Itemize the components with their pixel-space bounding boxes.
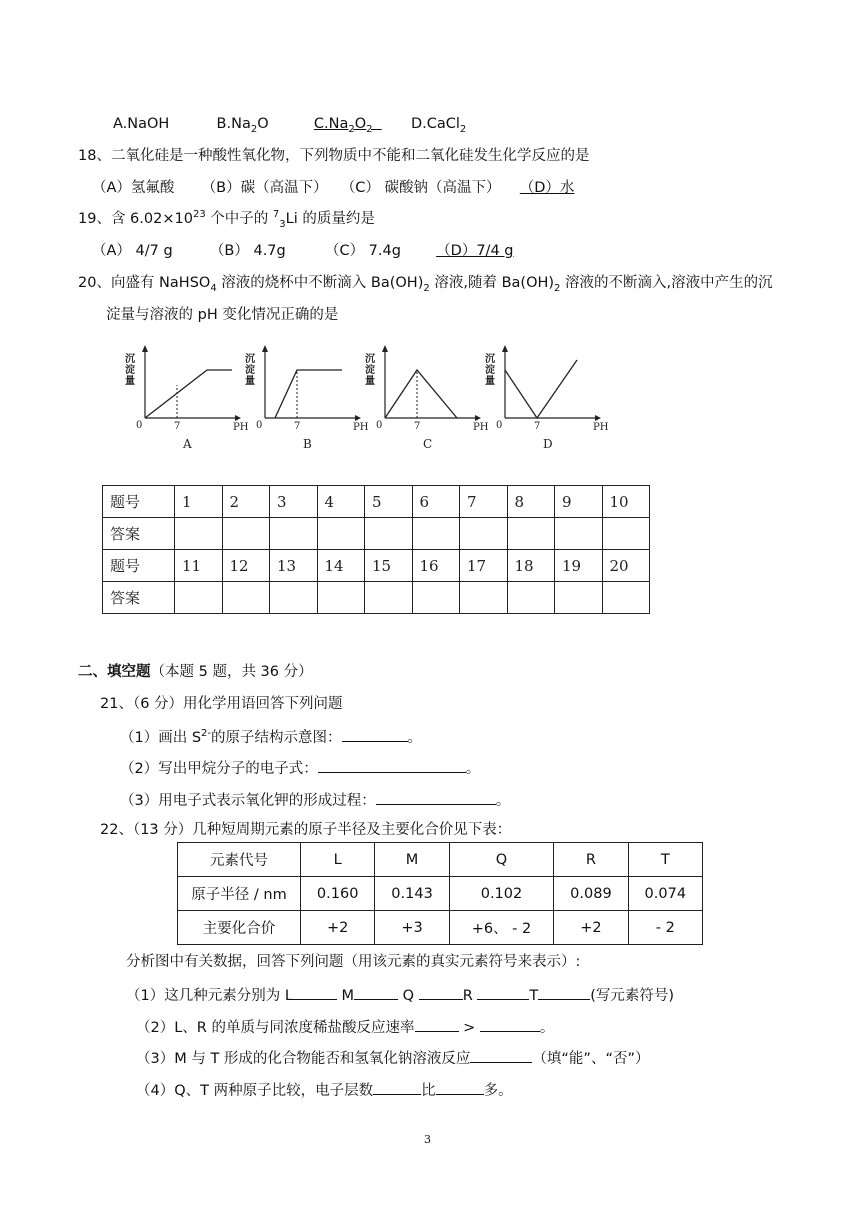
q18-option-d: （D）水 bbox=[519, 180, 575, 196]
answer-blank[interactable] bbox=[412, 518, 460, 550]
curve-A bbox=[145, 370, 232, 418]
answer-blank[interactable] bbox=[507, 582, 555, 614]
q21-part3: （3）用电子式表示氧化钾的形成过程： 。 bbox=[120, 789, 510, 811]
q22-part1: （1）这几种元素分别为 L M Q R T (写元素符号) bbox=[126, 984, 674, 1006]
answer-table-label: 题号 bbox=[103, 486, 175, 518]
answer-table-row-a2 bbox=[103, 582, 650, 614]
q22-part4: （4）Q、T 两种原子比较，电子层数 比 多。 bbox=[136, 1079, 513, 1101]
graph-C bbox=[364, 345, 489, 451]
element-table-cell: +2 bbox=[554, 911, 628, 945]
element-table-cell: L bbox=[301, 843, 375, 877]
tick-7-label: 7 bbox=[414, 421, 421, 432]
x-arrow bbox=[355, 415, 361, 421]
y-axis-label: 淀 bbox=[245, 365, 255, 376]
section2-heading bbox=[78, 662, 313, 682]
answer-table-cell: 19 bbox=[555, 550, 603, 582]
answer-table-label: 答案 bbox=[103, 518, 175, 550]
answer-blank[interactable] bbox=[555, 582, 603, 614]
q22-blank-3[interactable] bbox=[470, 1047, 532, 1063]
element-table-cell: 元素代号 bbox=[178, 843, 301, 877]
answer-table-cell: 2 bbox=[222, 486, 270, 518]
answer-table-row-a1 bbox=[103, 518, 650, 550]
q22-part2: （2）L、R 的单质与同浓度稀盐酸反应速率 > 。 bbox=[136, 1016, 554, 1038]
q21-stem: 21、（6 分）用化学用语回答下列问题 bbox=[100, 696, 343, 712]
graph-A bbox=[124, 345, 249, 451]
x-axis-label: PH bbox=[593, 422, 609, 433]
tick-7-label: 7 bbox=[534, 421, 541, 432]
curve-B bbox=[275, 370, 342, 418]
tick-7-label: 7 bbox=[294, 421, 301, 432]
element-table-header bbox=[178, 843, 703, 877]
graph-D bbox=[484, 345, 609, 451]
answer-table-label: 答案 bbox=[103, 582, 175, 614]
element-table-cell: 原子半径 / nm bbox=[178, 877, 301, 911]
q20-graphs bbox=[110, 340, 630, 460]
y-arrow bbox=[502, 345, 508, 352]
q22-blank-M[interactable] bbox=[354, 984, 398, 1000]
answer-table-cell: 20 bbox=[602, 550, 650, 582]
y-axis-label: 淀 bbox=[485, 365, 495, 376]
answer-table-cell: 13 bbox=[270, 550, 318, 582]
tick-7-label: 7 bbox=[174, 421, 181, 432]
q18-stem: 18、二氧化硅是一种酸性氧化物，下列物质中不能和二氧化硅发生化学反应的是 bbox=[78, 148, 590, 164]
element-table-cell: +6、 - 2 bbox=[449, 911, 554, 945]
x-axis-label: PH bbox=[473, 422, 489, 433]
y-arrow bbox=[142, 345, 148, 352]
q22-blank-Q[interactable] bbox=[419, 984, 463, 1000]
section2-note: （本题 5 题，共 36 分） bbox=[150, 664, 313, 680]
q17-option-d: D.CaCl$_2$ bbox=[410, 116, 467, 135]
q21-part1: （1）画出 $S^{2-}$的原子结构示意图： 。 bbox=[120, 726, 422, 748]
answer-blank[interactable] bbox=[555, 518, 603, 550]
graph-B bbox=[244, 345, 369, 451]
element-table-cell: 0.102 bbox=[449, 877, 554, 911]
answer-table bbox=[102, 485, 650, 614]
q18-options bbox=[92, 178, 574, 198]
element-table-cell: T bbox=[628, 843, 702, 877]
q22-part3: （3）M 与 T 形成的化合物能否和氢氧化钠溶液反应 （填“能”、“否”） bbox=[136, 1047, 649, 1069]
element-table-cell: 0.143 bbox=[375, 877, 449, 911]
q22-stem: 22、（13 分）几种短周期元素的原子半径及主要化合价见下表： bbox=[100, 822, 512, 838]
answer-table-cell: 9 bbox=[555, 486, 603, 518]
element-table-cell: +3 bbox=[375, 911, 449, 945]
y-axis-label: 淀 bbox=[125, 365, 135, 376]
answer-table-cell: 8 bbox=[507, 486, 555, 518]
y-axis-label: 沉 bbox=[245, 354, 255, 365]
page-number: 3 bbox=[424, 1133, 431, 1146]
answer-table-cell: 1 bbox=[175, 486, 223, 518]
element-table-cell: 主要化合价 bbox=[178, 911, 301, 945]
answer-blank[interactable] bbox=[412, 582, 460, 614]
y-arrow bbox=[382, 345, 388, 352]
q22-blank-2b[interactable] bbox=[480, 1016, 540, 1032]
curve-C bbox=[385, 370, 457, 418]
y-axis-label: 量 bbox=[365, 376, 375, 387]
answer-blank[interactable] bbox=[175, 582, 223, 614]
x-axis-label: PH bbox=[353, 422, 369, 433]
q19-option-c: （C） 7.4g bbox=[324, 243, 401, 259]
answer-table-cell: 3 bbox=[270, 486, 318, 518]
element-table bbox=[177, 842, 703, 945]
element-table-row bbox=[178, 911, 703, 945]
graph-letter-label: B bbox=[303, 437, 312, 451]
q22-blank-4a[interactable] bbox=[373, 1079, 421, 1095]
answer-blank[interactable] bbox=[270, 518, 318, 550]
y-axis-label: 沉 bbox=[125, 354, 135, 365]
origin-label: 0 bbox=[496, 420, 503, 431]
answer-blank[interactable] bbox=[270, 582, 318, 614]
q19-option-a: （A） 4/7 g bbox=[92, 243, 173, 259]
answer-blank[interactable] bbox=[602, 518, 650, 550]
y-axis-label: 量 bbox=[125, 376, 135, 387]
q17-option-a: A.NaOH bbox=[113, 116, 170, 132]
element-table-cell: Q bbox=[449, 843, 554, 877]
answer-blank[interactable] bbox=[317, 518, 365, 550]
answer-table-cell: 5 bbox=[365, 486, 413, 518]
q17-option-c: $C.Na_2O_2$ bbox=[313, 116, 373, 135]
x-arrow bbox=[475, 415, 481, 421]
answer-table-cell: 10 bbox=[602, 486, 650, 518]
answer-blank[interactable] bbox=[222, 582, 270, 614]
origin-label: 0 bbox=[256, 420, 263, 431]
y-axis-label: 淀 bbox=[365, 365, 375, 376]
answer-table-row-q2 bbox=[103, 550, 650, 582]
q22-blank-R[interactable] bbox=[477, 984, 529, 1000]
q22-blank-2a[interactable] bbox=[415, 1016, 459, 1032]
answer-blank[interactable] bbox=[507, 518, 555, 550]
y-axis-label: 沉 bbox=[365, 354, 375, 365]
q21-part2: （2）写出甲烷分子的电子式： 。 bbox=[120, 757, 480, 779]
q21-blank-1[interactable] bbox=[342, 726, 408, 742]
element-table-cell: 0.160 bbox=[301, 877, 375, 911]
element-table-cell: R bbox=[554, 843, 628, 877]
q19-option-b: （B） 4.7g bbox=[209, 243, 286, 259]
answer-table-cell: 12 bbox=[222, 550, 270, 582]
q19-option-d: （D）7/4 g bbox=[436, 243, 514, 259]
q21-blank-3[interactable] bbox=[376, 789, 496, 805]
q22-blank-L[interactable] bbox=[293, 984, 337, 1000]
q18-option-a: （A）氢氟酸 bbox=[92, 180, 175, 196]
answer-blank[interactable] bbox=[460, 582, 508, 614]
element-table-cell: M bbox=[375, 843, 449, 877]
q17-options bbox=[113, 114, 466, 134]
answer-table-cell: 7 bbox=[460, 486, 508, 518]
element-table-cell: +2 bbox=[301, 911, 375, 945]
origin-label: 0 bbox=[376, 420, 383, 431]
q19-options bbox=[92, 241, 514, 261]
q18-option-c: （C） 碳酸钠（高温下） bbox=[340, 180, 501, 196]
q20-stem-line2: 淀量与溶液的 pH 变化情况正确的是 bbox=[106, 307, 339, 323]
answer-table-cell: 4 bbox=[317, 486, 365, 518]
y-arrow bbox=[262, 345, 268, 352]
q18-option-b: （B）碳（高温下） bbox=[201, 180, 328, 196]
q19-stem: 19、含 $6.02\times 10^{23}$ 个中子的 $^7_3$Li 的质量约是 bbox=[78, 209, 375, 230]
q20-stem-line1: 20、向盛有 NaHSO$_4$ 溶液的烧杯中不断滴入 $Ba(OH)_2$ 溶液,随着 $Ba(OH)_2$ 溶液的不断滴入,溶液中产生的沉 bbox=[78, 275, 773, 294]
answer-blank[interactable] bbox=[365, 582, 413, 614]
answer-table-cell: 14 bbox=[317, 550, 365, 582]
graph-letter-label: C bbox=[423, 437, 433, 451]
x-arrow bbox=[235, 415, 241, 421]
answer-table-cell: 16 bbox=[412, 550, 460, 582]
element-table-cell: - 2 bbox=[628, 911, 702, 945]
answer-table-cell: 11 bbox=[175, 550, 223, 582]
curve-D bbox=[505, 360, 577, 418]
graph-letter-label: A bbox=[183, 437, 192, 451]
answer-blank[interactable] bbox=[365, 518, 413, 550]
q22-intro: 分析图中有关数据，回答下列问题（用该元素的真实元素符号来表示）: bbox=[126, 954, 581, 970]
origin-label: 0 bbox=[136, 420, 143, 431]
answer-table-cell: 15 bbox=[365, 550, 413, 582]
y-axis-label: 量 bbox=[245, 376, 255, 387]
answer-blank[interactable] bbox=[222, 518, 270, 550]
answer-table-cell: 17 bbox=[460, 550, 508, 582]
answer-blank[interactable] bbox=[602, 582, 650, 614]
answer-table-cell: 18 bbox=[507, 550, 555, 582]
q21-blank-2[interactable] bbox=[318, 757, 466, 773]
x-arrow bbox=[595, 415, 601, 421]
element-table-row bbox=[178, 877, 703, 911]
answer-table-row-q1 bbox=[103, 486, 650, 518]
q22-blank-4b[interactable] bbox=[436, 1079, 484, 1095]
answer-blank[interactable] bbox=[460, 518, 508, 550]
x-axis-label: PH bbox=[233, 422, 249, 433]
answer-table-cell: 6 bbox=[412, 486, 460, 518]
q17-option-b: $B.Na_2O$ bbox=[216, 116, 269, 135]
y-axis-label: 量 bbox=[485, 376, 495, 387]
element-table-cell: 0.089 bbox=[554, 877, 628, 911]
y-axis-label: 沉 bbox=[485, 354, 495, 365]
answer-table-label: 题号 bbox=[103, 550, 175, 582]
section2-title: 二、填空题 bbox=[78, 664, 151, 680]
q22-blank-T[interactable] bbox=[538, 984, 590, 1000]
answer-blank[interactable] bbox=[175, 518, 223, 550]
graph-letter-label: D bbox=[543, 437, 553, 451]
element-table-cell: 0.074 bbox=[628, 877, 702, 911]
answer-blank[interactable] bbox=[317, 582, 365, 614]
